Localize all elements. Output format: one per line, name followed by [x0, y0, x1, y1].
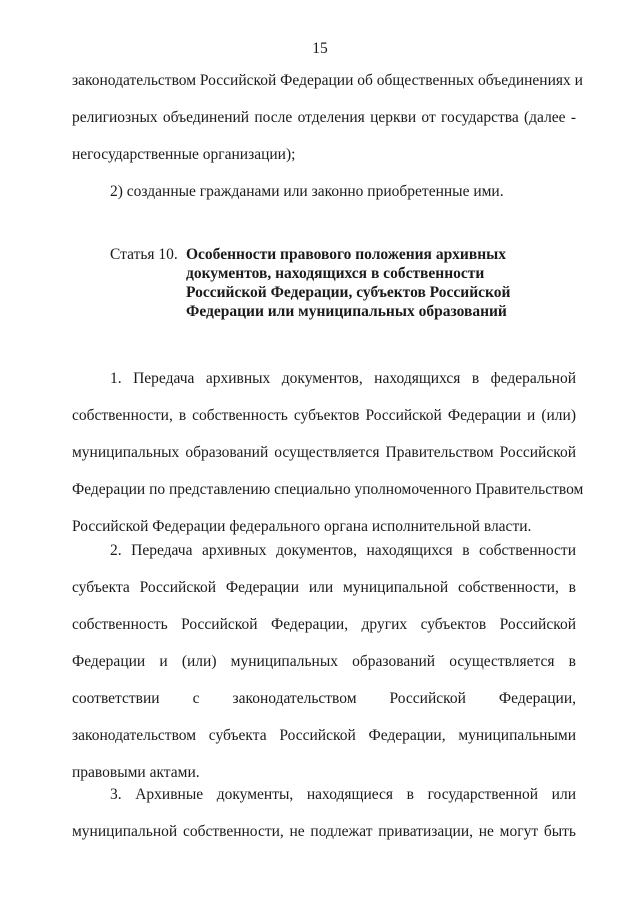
- paragraph-1: [72, 360, 584, 545]
- text-line: негосударственные организации);: [72, 146, 296, 163]
- text-line: Федерации и (или) муниципальных образований осуществляется в: [72, 653, 576, 670]
- paragraph-3: [72, 776, 576, 850]
- article-label: Статья 10.: [110, 246, 178, 263]
- text-line: религиозных объединений после отделения церкви от государства (далее -: [72, 109, 576, 126]
- text-line: Федерации по представлению специально уполномоченного Правительством: [72, 481, 584, 498]
- text-line: собственности, в собственность субъектов Российской Федерации и (или): [72, 407, 576, 424]
- text-line: субъекта Российской Федерации или муниципальной собственности, в: [72, 579, 576, 596]
- article-title-line: Российской Федерации, субъектов Российской: [186, 284, 511, 301]
- article-title-line: Федерации или муниципальных образований: [186, 303, 507, 320]
- text-line: 3. Архивные документы, находящиеся в государственной или: [110, 786, 576, 803]
- article-title-line: документов, находящихся в собственности: [186, 265, 485, 282]
- text-line: собственность Российской Федерации, других субъектов Российской: [72, 616, 576, 633]
- article-title-line: Особенности правового положения архивных: [186, 246, 507, 263]
- text-line: законодательством субъекта Российской Федерации, муниципальными: [72, 727, 576, 744]
- text-line: муниципальных образований осуществляется Правительством Российской: [72, 444, 576, 461]
- page-number: 15: [312, 40, 328, 57]
- paragraph-2: [72, 532, 576, 791]
- text-line: Российской Федерации федерального органа исполнительной власти.: [72, 518, 532, 535]
- list-item: 2) созданные гражданами или законно приобретенные ими.: [110, 183, 504, 200]
- text-line: правовыми актами.: [72, 764, 200, 781]
- text-line: 1. Передача архивных документов, находящихся в федеральной: [110, 370, 576, 387]
- text-line: муниципальной собственности, не подлежат приватизации, не могут быть: [72, 823, 576, 840]
- article-title: [186, 245, 566, 321]
- text-line: законодательством Российской Федерации об общественных объединениях и: [72, 72, 583, 89]
- text-line: 2. Передача архивных документов, находящихся в собственности: [110, 542, 576, 559]
- intro-text: [72, 62, 583, 210]
- text-line: соответствии с законодательством Российской Федерации,: [72, 690, 576, 707]
